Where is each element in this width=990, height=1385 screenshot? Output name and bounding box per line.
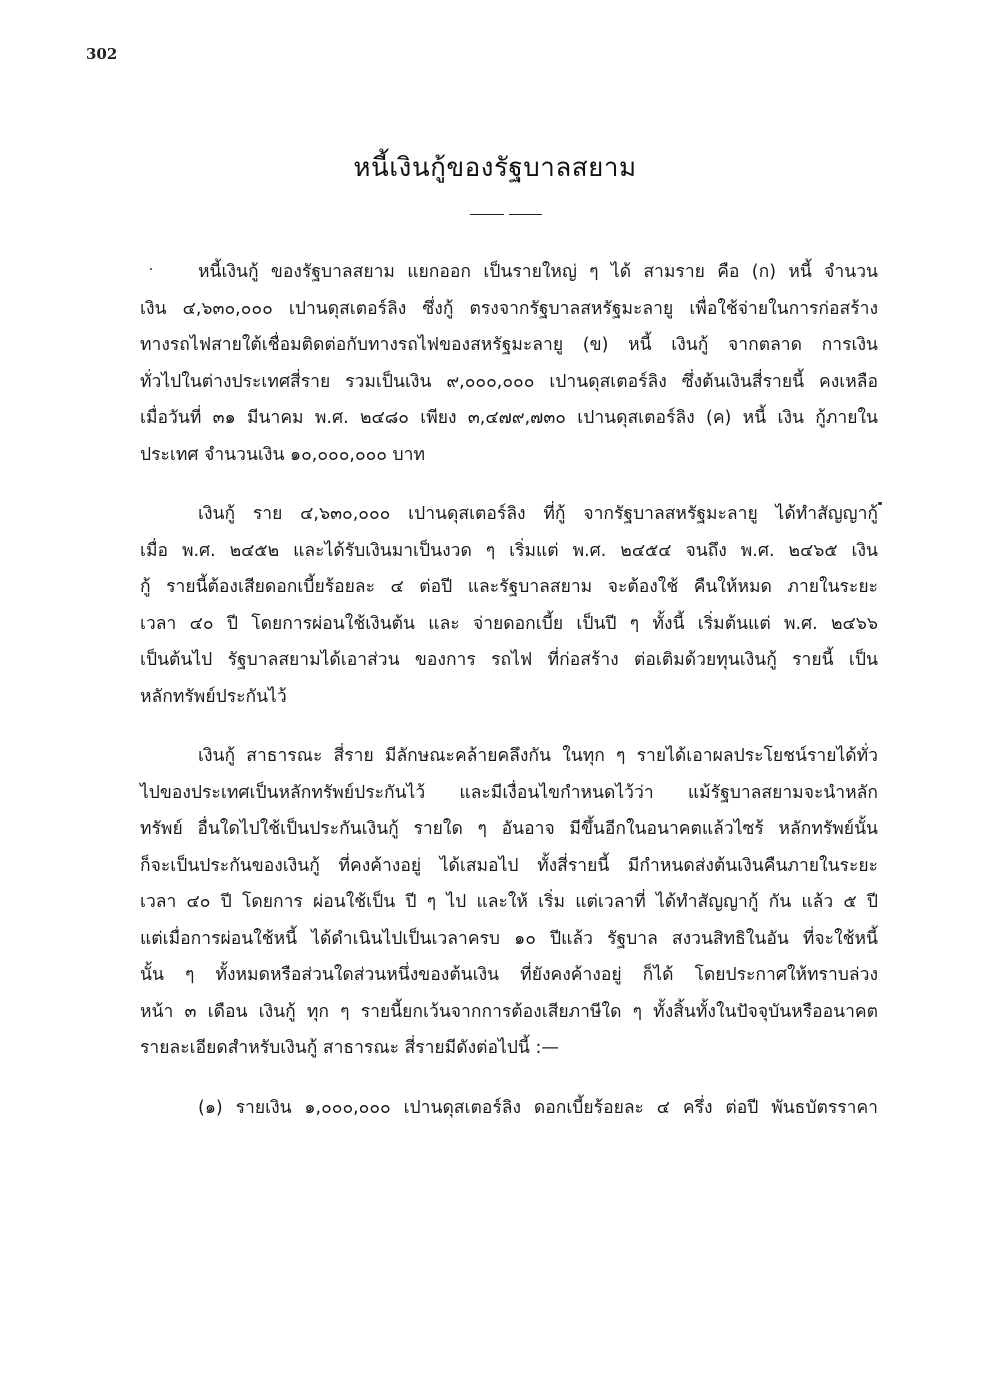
text-line: เมื่อ พ.ศ. ๒๔๕๒ และได้รับเงินมาเป็นงวด ๆ เริ่มแต่ พ.ศ. ๒๔๕๔ จนถึง พ.ศ. ๒๔๖๕ เงิน xyxy=(140,540,878,561)
text-line: เป็นต้นไป รัฐบาลสยามได้เอาส่วน ของการ รถไฟ ที่ก่อสร้าง ต่อเติมด้วยทุนเงินกู้ รายนี้ เป็น xyxy=(140,650,878,670)
page-number: 302 xyxy=(86,45,118,63)
text-line: เงิน ๔,๖๓๐,๐๐๐ เปานดุสเตอร์ลิง ซึ่งกู้ ตรงจากรัฐบาลสหรัฐมะลายู เพื่อใช้จ่ายในการก่อสร้าง xyxy=(140,298,878,319)
text-line: หนี้เงินกู้ ของรัฐบาลสยาม แยกออก เป็นรายใหญ่ ๆ ได้ สามราย คือ (ก) หนี้ จำนวน xyxy=(198,262,878,282)
document-title: หนี้เงินกู้ของรัฐบาลสยาม xyxy=(353,153,637,183)
body-text xyxy=(140,254,878,1149)
text-line: หน้า ๓ เดือน เงินกู้ ทุก ๆ รายนี้ยกเว้นจากการต้องเสียภาษีใด ๆ ทั้งสิ้นทั้งในปัจจุบันหรืออนาคต xyxy=(140,1001,878,1022)
text-line: ไปของประเทศเป็นหลักทรัพย์ประกันไว้ และมีเงื่อนไขกำหนดไว้ว่า แม้รัฐบาลสยามจะนำหลัก xyxy=(140,782,878,803)
text-line: รายละเอียดสำหรับเงินกู้ สาธารณะ สี่รายมีดังต่อไปนี้ :— xyxy=(140,1038,559,1058)
text-line: ทรัพย์ อื่นใดไปใช้เป็นประกันเงินกู้ รายใด ๆ อันอาจ มีขึ้นอีกในอนาคตแล้วไซร้ หลักทรัพย์นั้น xyxy=(140,819,878,839)
text-line: เมื่อวันที่ ๓๑ มีนาคม พ.ศ. ๒๔๘๐ เพียง ๓,๔๗๙,๗๓๐ เปานดุสเตอร์ลิง (ค) หนี้ เงิน กู้ภายใน xyxy=(140,408,878,428)
text-line: (๑) รายเงิน ๑,๐๐๐,๐๐๐ เปานดุสเตอร์ลิง ดอกเบี้ยร้อยละ ๔ ครึ่ง ต่อปี พันธบัตรราคา xyxy=(198,1097,878,1118)
text-line: เงินกู้ ราย ๔,๖๓๐,๐๐๐ เปานดุสเตอร์ลิง ที่กู้ จากรัฐบาลสหรัฐมะลายู ได้ทำสัญญากู้ xyxy=(198,504,878,524)
text-line: เงินกู้ สาธารณะ สี่ราย มีลักษณะคล้ายคลึงกัน ในทุก ๆ รายได้เอาผลประโยชน์รายได้ทั่ว xyxy=(198,746,878,766)
text-line: ก็จะเป็นประกันของเงินกู้ ที่คงค้างอยู่ ได้เสมอไป ทั้งสี่รายนี้ มีกำหนดส่งต้นเงินคืนภายในระยะ xyxy=(140,855,878,876)
paragraph-public-loans xyxy=(140,738,878,1067)
paragraph-loan-item-1 xyxy=(140,1090,878,1127)
text-line: เวลา ๔๐ ปี โดยการผ่อนใช้เงินต้น และ จ่ายดอกเบี้ย เป็นปี ๆ ทั้งนี้ เริ่มต้นแต่ พ.ศ. ๒๔๖๖ xyxy=(140,613,878,634)
title-divider xyxy=(470,214,542,215)
text-line: แต่เมื่อการผ่อนใช้หนี้ ได้ดำเนินไปเป็นเวลาครบ ๑๐ ปีแล้ว รัฐบาล สงวนสิทธิในอัน ที่จะใช้หนี้ xyxy=(140,928,878,949)
text-line: เวลา ๔๐ ปี โดยการ ผ่อนใช้เป็น ปี ๆ ไป และให้ เริ่ม แต่เวลาที่ ได้ทำสัญญากู้ กัน แล้ว ๕ ปี xyxy=(140,892,878,912)
text-line: หลักทรัพย์ประกันไว้ xyxy=(140,686,287,707)
scan-speck xyxy=(150,268,152,270)
text-line: นั้น ๆ ทั้งหมดหรือส่วนใดส่วนหนึ่งของต้นเงิน ที่ยังคงค้างอยู่ ก็ได้ โดยประกาศให้ทราบล่วง xyxy=(140,965,878,985)
text-line: ทางรถไฟสายใต้เชื่อมติดต่อกับทางรถไฟของสหรัฐมะลายู (ข) หนี้ เงินกู้ จากตลาด การเงิน xyxy=(140,335,878,355)
scan-speck xyxy=(878,502,882,505)
text-line: ทั่วไปในต่างประเทศสี่ราย รวมเป็นเงิน ๙,๐๐๐,๐๐๐ เปานดุสเตอร์ลิง ซึ่งต้นเงินสี่รายนี้ คงเหลือ xyxy=(140,371,878,392)
paragraph-fms-loan xyxy=(140,496,878,715)
text-line: ประเทศ จำนวนเงิน ๑๐,๐๐๐,๐๐๐ บาท xyxy=(140,444,426,465)
text-line: กู้ รายนี้ต้องเสียดอกเบี้ยร้อยละ ๔ ต่อปี และรัฐบาลสยาม จะต้องใช้ คืนให้หมด ภายในระยะ xyxy=(140,577,878,597)
paragraph-debt-overview xyxy=(140,254,878,473)
